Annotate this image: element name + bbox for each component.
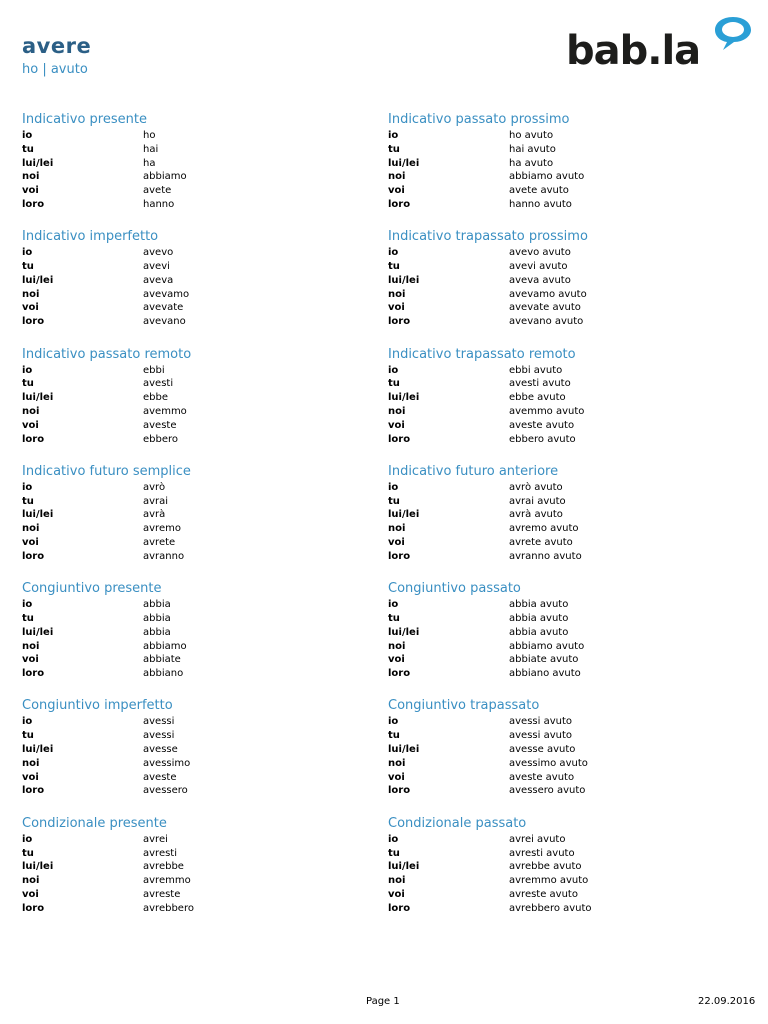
pronoun: lui/lei — [22, 274, 54, 286]
conjugation-row — [22, 888, 191, 902]
conjugation-row — [22, 757, 191, 771]
verb-form: abbiamo avuto — [509, 640, 585, 652]
verb-form: aveva — [143, 274, 174, 286]
conjugation-row — [22, 743, 191, 757]
conjugation-row — [388, 260, 588, 274]
conjugation-row — [388, 246, 588, 260]
pronoun: tu — [388, 495, 400, 507]
pronoun: noi — [22, 523, 40, 535]
conjugation-row — [22, 729, 191, 743]
verb-form: avrebbe — [143, 861, 184, 873]
pronoun: io — [388, 716, 399, 728]
tense-heading: Indicativo futuro semplice — [22, 463, 191, 479]
pronoun: voi — [388, 654, 405, 666]
speech-bubble-icon — [712, 14, 754, 52]
pronoun: lui/lei — [388, 626, 420, 638]
verb-form: avessi — [143, 730, 175, 742]
verb-title: avere — [22, 34, 92, 58]
conjugation-row — [22, 364, 191, 378]
pronoun: io — [22, 716, 33, 728]
conjugation-row — [22, 260, 191, 274]
pronoun: tu — [388, 378, 400, 390]
pronoun: loro — [22, 316, 45, 328]
verb-form: avresti avuto — [509, 847, 575, 859]
verb-form: avessero avuto — [509, 785, 586, 797]
verb-form: ho — [143, 130, 156, 141]
tense-block — [22, 228, 191, 345]
conjugation-row — [388, 771, 588, 785]
conjugation-row — [22, 522, 191, 536]
pronoun: noi — [388, 405, 406, 417]
conjugation-row — [22, 626, 191, 640]
conjugation-row — [22, 508, 191, 522]
conjugation-row — [22, 481, 191, 495]
verb-form: avremmo — [143, 875, 191, 887]
pronoun: io — [22, 599, 33, 611]
conjugation-row — [388, 784, 588, 798]
conjugation-row — [22, 419, 191, 433]
pronoun: tu — [22, 495, 34, 507]
conjugation-row — [388, 550, 588, 564]
verb-form: avessimo avuto — [509, 757, 588, 769]
verb-form: abbiamo — [143, 640, 187, 652]
verb-form: hai — [143, 143, 159, 155]
verb-form: avevo — [143, 247, 174, 259]
pronoun: loro — [22, 433, 45, 445]
conjugation-row — [388, 833, 588, 847]
verb-form: avesse avuto — [509, 744, 576, 756]
pronoun: noi — [388, 171, 406, 183]
tense-heading: Condizionale presente — [22, 815, 167, 831]
conjugation-row — [22, 771, 191, 785]
verb-form: avrai avuto — [509, 495, 566, 507]
conjugation-row — [22, 495, 191, 509]
pronoun: tu — [22, 143, 34, 155]
verb-form: avrai — [143, 495, 169, 507]
conjugation-row — [388, 481, 588, 495]
verb-form: avrei — [143, 833, 168, 845]
pronoun: lui/lei — [388, 157, 420, 169]
tense-block — [388, 463, 588, 580]
pronoun: tu — [22, 612, 34, 624]
tense-heading: Indicativo passato remoto — [22, 346, 192, 362]
verb-form: avevate — [143, 302, 184, 314]
verb-form: avesti — [143, 378, 174, 390]
pronoun: lui/lei — [388, 392, 420, 404]
pronoun: voi — [388, 888, 405, 900]
pronoun: loro — [388, 902, 411, 914]
pronoun: lui/lei — [22, 392, 54, 404]
logo-text: bab.la — [566, 28, 701, 74]
verb-form: avremmo avuto — [509, 875, 589, 887]
verb-form: avrebbe avuto — [509, 861, 582, 873]
verb-form: aveste avuto — [509, 419, 575, 431]
conjugation-row — [22, 315, 191, 329]
verb-form: aveste avuto — [509, 771, 575, 783]
pronoun: loro — [388, 668, 411, 680]
conjugation-row — [388, 143, 588, 157]
conjugation-row — [22, 143, 191, 157]
verb-form: avrei avuto — [509, 833, 566, 845]
verb-form: avessero — [143, 785, 188, 797]
pronoun: loro — [22, 550, 45, 562]
conjugation-row — [22, 860, 191, 874]
verb-form: avrò — [143, 481, 166, 493]
conjugation-row — [22, 847, 191, 861]
pronoun: tu — [388, 143, 400, 155]
conjugation-row — [388, 157, 588, 171]
tense-block — [388, 697, 588, 814]
verb-form: avranno avuto — [509, 550, 582, 562]
pronoun: noi — [22, 875, 40, 887]
verb-form: ebbero avuto — [509, 433, 576, 445]
pronoun: voi — [22, 537, 39, 549]
pronoun: lui/lei — [22, 861, 54, 873]
verb-form: avresti — [143, 847, 177, 859]
verb-form: avevo avuto — [509, 247, 571, 259]
verb-form: avemmo — [143, 405, 187, 417]
verb-form: aveva avuto — [509, 274, 571, 286]
tense-block — [388, 815, 592, 932]
conjugation-row — [22, 536, 191, 550]
tense-block — [388, 228, 588, 345]
pronoun: tu — [22, 847, 34, 859]
conjugation-row — [388, 729, 588, 743]
verb-form: avevano avuto — [509, 316, 584, 328]
verb-form: ebbe — [143, 392, 168, 404]
verb-form: ebbe avuto — [509, 392, 566, 404]
pronoun: voi — [388, 302, 405, 314]
pronoun: loro — [388, 198, 411, 210]
conjugation-row — [388, 757, 588, 771]
verb-form: hanno avuto — [509, 198, 572, 210]
conjugation-row — [388, 612, 588, 626]
conjugation-row — [388, 198, 588, 212]
tense-heading: Congiuntivo imperfetto — [22, 698, 173, 714]
pronoun: io — [388, 364, 399, 376]
pronoun: io — [388, 247, 399, 259]
conjugation-row — [22, 598, 191, 612]
pronoun: lui/lei — [388, 861, 420, 873]
tense-block — [388, 111, 588, 228]
pronoun: voi — [22, 302, 39, 314]
conjugation-row — [388, 129, 588, 143]
verb-form: abbia avuto — [509, 599, 569, 611]
pronoun: io — [388, 599, 399, 611]
verb-form: avrete avuto — [509, 537, 573, 549]
tense-block — [22, 815, 194, 932]
pronoun: io — [22, 247, 33, 259]
pronoun: noi — [388, 640, 406, 652]
conjugation-row — [22, 833, 191, 847]
pronoun: tu — [388, 261, 400, 273]
tense-heading: Indicativo passato prossimo — [388, 112, 570, 127]
conjugation-row — [22, 902, 194, 916]
pronoun: noi — [22, 171, 40, 183]
conjugation-row — [22, 129, 191, 143]
conjugation-row — [388, 902, 592, 916]
verb-form: avremo — [143, 523, 181, 535]
left-column — [22, 111, 194, 932]
pronoun: lui/lei — [388, 274, 420, 286]
tense-heading: Indicativo trapassato remoto — [388, 346, 576, 362]
verb-form: avrò avuto — [509, 481, 563, 493]
conjugation-row — [22, 184, 191, 198]
conjugation-row — [22, 391, 191, 405]
conjugation-row — [388, 653, 588, 667]
pronoun: noi — [388, 757, 406, 769]
conjugation-row — [22, 405, 191, 419]
conjugation-row — [388, 888, 588, 902]
conjugation-row — [388, 598, 588, 612]
pronoun: loro — [388, 550, 411, 562]
verb-form: hai avuto — [509, 143, 556, 155]
pronoun: lui/lei — [388, 744, 420, 756]
verb-form: avrà — [143, 509, 166, 521]
document-date: 22.09.2016 — [698, 996, 756, 1007]
pronoun: tu — [22, 730, 34, 742]
conjugation-row — [388, 536, 588, 550]
principal-parts: ho | avuto — [22, 62, 88, 77]
verb-form: abbiate — [143, 654, 181, 666]
conjugation-row — [388, 874, 588, 888]
tense-block — [22, 346, 191, 463]
pronoun: loro — [388, 785, 411, 797]
conjugation-row — [388, 626, 588, 640]
verb-form: abbiate avuto — [509, 654, 579, 666]
verb-form: ha avuto — [509, 157, 554, 169]
verb-form: avrete — [143, 537, 176, 549]
conjugation-row — [22, 301, 191, 315]
verb-form: avrebbero — [143, 902, 194, 914]
verb-form: avesse — [143, 744, 178, 756]
verb-form: avreste — [143, 888, 181, 900]
conjugation-row — [388, 301, 588, 315]
conjugation-row — [22, 640, 191, 654]
conjugation-row — [22, 377, 191, 391]
pronoun: io — [22, 481, 33, 493]
pronoun: noi — [388, 523, 406, 535]
conjugation-row — [22, 274, 191, 288]
verb-form: avevate avuto — [509, 302, 581, 314]
verb-form: hanno — [143, 198, 175, 210]
verb-form: avevi — [143, 261, 170, 273]
conjugation-row — [22, 246, 191, 260]
conjugation-row — [388, 667, 588, 681]
verb-form: abbiamo — [143, 171, 187, 183]
conjugation-row — [388, 743, 588, 757]
right-column — [388, 111, 592, 932]
pronoun: tu — [388, 612, 400, 624]
verb-form: ebbi — [143, 364, 165, 376]
conjugation-row — [22, 667, 191, 681]
verb-form: aveste — [143, 419, 177, 431]
pronoun: io — [388, 833, 399, 845]
pronoun: io — [388, 130, 399, 141]
pronoun: loro — [388, 433, 411, 445]
conjugation-row — [388, 433, 588, 447]
conjugation-row — [388, 405, 588, 419]
babla-logo[interactable] — [566, 14, 756, 84]
verb-form: avessi — [143, 716, 175, 728]
verb-form: abbiano — [143, 668, 184, 680]
conjugation-row — [388, 274, 588, 288]
conjugation-row — [388, 522, 588, 536]
tense-heading: Indicativo futuro anteriore — [388, 463, 559, 479]
verb-form: ebbi avuto — [509, 364, 563, 376]
verb-form: avete avuto — [509, 185, 569, 197]
conjugation-row — [22, 784, 191, 798]
tense-heading: Congiuntivo passato — [388, 581, 521, 597]
verb-form: avevi avuto — [509, 261, 568, 273]
verb-form: avevamo avuto — [509, 288, 587, 300]
verb-form: avesti avuto — [509, 378, 571, 390]
tense-block — [22, 111, 191, 228]
tense-heading: Condizionale passato — [388, 815, 527, 831]
pronoun: voi — [388, 771, 405, 783]
pronoun: noi — [22, 288, 40, 300]
pronoun: loro — [22, 198, 45, 210]
conjugation-row — [388, 860, 588, 874]
verb-form: abbia — [143, 599, 171, 611]
conjugation-row — [22, 433, 191, 447]
conjugation-row — [388, 508, 588, 522]
page-number: Page 1 — [366, 996, 400, 1007]
conjugation-row — [22, 550, 191, 564]
verb-form: avessimo — [143, 757, 191, 769]
pronoun: loro — [22, 785, 45, 797]
pronoun: lui/lei — [22, 744, 54, 756]
verb-form: avessi avuto — [509, 730, 572, 742]
conjugation-row — [388, 315, 588, 329]
conjugation-row — [388, 640, 588, 654]
pronoun: loro — [22, 668, 45, 680]
pronoun: noi — [22, 640, 40, 652]
pronoun: noi — [22, 757, 40, 769]
pronoun: noi — [388, 288, 406, 300]
conjugation-row — [388, 377, 588, 391]
verb-form: avevano — [143, 316, 186, 328]
tense-block — [22, 463, 191, 580]
pronoun: lui/lei — [388, 509, 420, 521]
verb-form: avete — [143, 185, 172, 197]
pronoun: tu — [388, 730, 400, 742]
verb-form: avranno — [143, 550, 185, 562]
tense-block — [388, 580, 588, 697]
conjugation-row — [22, 715, 191, 729]
verb-form: avremo avuto — [509, 523, 579, 535]
pronoun: voi — [22, 185, 39, 197]
verb-form: avreste avuto — [509, 888, 578, 900]
pronoun: io — [22, 130, 33, 141]
conjugation-row — [388, 364, 588, 378]
conjugation-row — [388, 847, 588, 861]
conjugation-row — [388, 495, 588, 509]
pronoun: io — [22, 364, 33, 376]
tense-heading: Congiuntivo presente — [22, 581, 162, 597]
tense-heading: Congiuntivo trapassato — [388, 698, 540, 714]
tense-heading: Indicativo imperfetto — [22, 229, 159, 245]
conjugation-row — [22, 288, 191, 302]
tense-block — [388, 346, 588, 463]
conjugation-row — [388, 184, 588, 198]
pronoun: loro — [388, 316, 411, 328]
pronoun: io — [22, 833, 33, 845]
conjugation-row — [388, 170, 588, 184]
pronoun: tu — [22, 261, 34, 273]
tense-block — [22, 580, 191, 697]
pronoun: voi — [22, 419, 39, 431]
conjugation-row — [388, 391, 588, 405]
verb-form: abbia — [143, 626, 171, 638]
verb-form: avemmo avuto — [509, 405, 585, 417]
pronoun: io — [388, 481, 399, 493]
pronoun: voi — [388, 419, 405, 431]
conjugation-row — [22, 653, 191, 667]
tense-block — [22, 697, 191, 814]
tense-heading: Indicativo presente — [22, 112, 147, 127]
pronoun: loro — [22, 902, 45, 914]
verb-form: abbia avuto — [509, 612, 569, 624]
pronoun: voi — [22, 888, 39, 900]
verb-form: avevamo — [143, 288, 190, 300]
pronoun: noi — [22, 405, 40, 417]
verb-form: ha — [143, 157, 156, 169]
pronoun: tu — [22, 378, 34, 390]
conjugation-row — [22, 612, 191, 626]
verb-form: avessi avuto — [509, 716, 572, 728]
pronoun: noi — [388, 875, 406, 887]
tense-heading: Indicativo trapassato prossimo — [388, 229, 588, 245]
conjugation-row — [22, 170, 191, 184]
conjugation-row — [388, 288, 588, 302]
pronoun: voi — [22, 654, 39, 666]
pronoun: lui/lei — [22, 157, 54, 169]
pronoun: lui/lei — [22, 509, 54, 521]
pronoun: lui/lei — [22, 626, 54, 638]
pronoun: voi — [388, 537, 405, 549]
conjugation-row — [388, 419, 588, 433]
verb-form: abbiamo avuto — [509, 171, 585, 183]
verb-form: ebbero — [143, 433, 179, 445]
verb-form: avrebbero avuto — [509, 902, 592, 914]
verb-form: abbia avuto — [509, 626, 569, 638]
verb-form: abbia — [143, 612, 171, 624]
pronoun: tu — [388, 847, 400, 859]
conjugation-row — [22, 874, 191, 888]
verb-form: abbiano avuto — [509, 668, 581, 680]
conjugation-row — [388, 715, 588, 729]
verb-form: aveste — [143, 771, 177, 783]
pronoun: voi — [388, 185, 405, 197]
pronoun: voi — [22, 771, 39, 783]
conjugation-row — [22, 157, 191, 171]
verb-form: avrà avuto — [509, 509, 563, 521]
verb-form: ho avuto — [509, 130, 554, 141]
conjugation-row — [22, 198, 191, 212]
